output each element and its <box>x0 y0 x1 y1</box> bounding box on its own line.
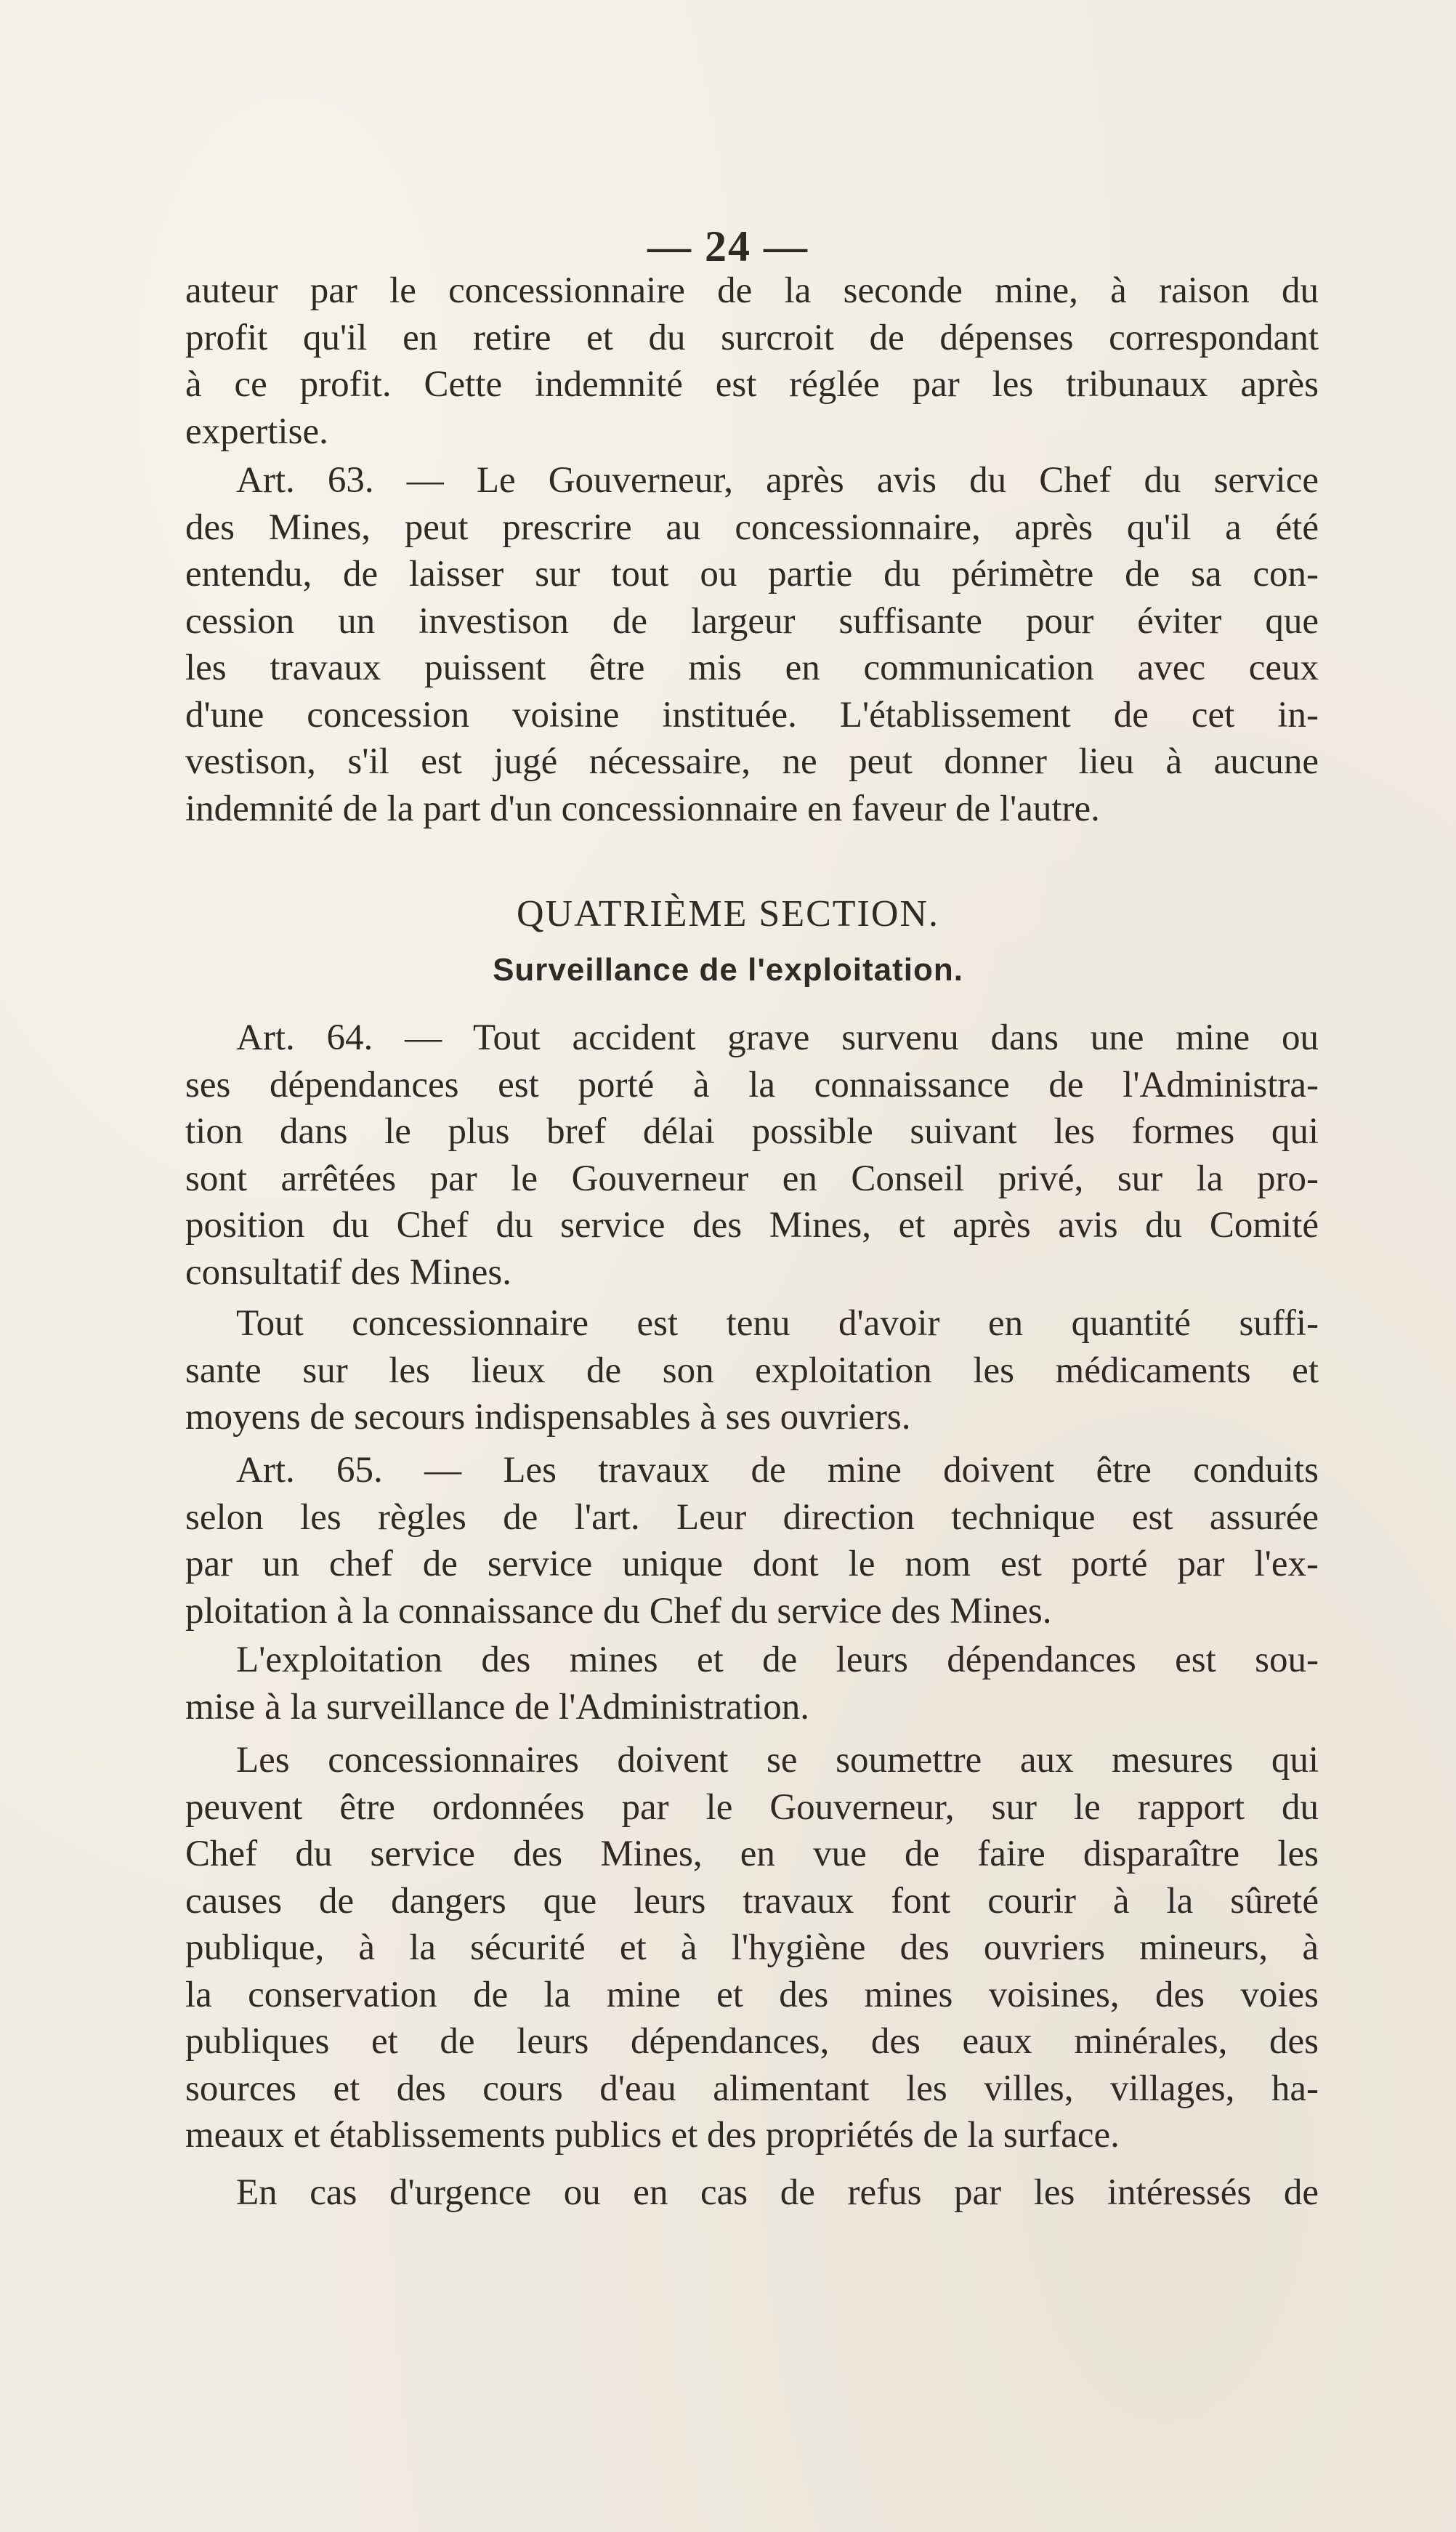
text-line: Art. 64. — Tout accident grave survenu dans une mine ou <box>236 1017 1319 1058</box>
text-line: tion dans le plus bref délai possible suivant les formes qui <box>185 1111 1319 1152</box>
text-line: cession un investison de largeur suffisante pour éviter que <box>185 600 1319 642</box>
text-line: causes de dangers que leurs travaux font courir à la sûreté <box>185 1880 1319 1922</box>
text-line: auteur par le concessionnaire de la seconde mine, à raison du <box>185 270 1319 311</box>
section-subtitle: Surveillance de l'exploitation. <box>493 952 963 988</box>
paragraph-medical-supplies <box>185 1300 1319 1441</box>
text-line: En cas d'urgence ou en cas de refus par les intéressés de <box>236 2172 1319 2213</box>
page-number: — 24 — <box>647 222 809 270</box>
text-line: expertise. <box>185 411 328 452</box>
paragraph-surveillance <box>185 1637 1319 1730</box>
text-line: moyens de secours indispensables à ses ouvriers. <box>185 1397 911 1438</box>
paragraph-art-65 <box>185 1447 1319 1634</box>
text-line: des Mines, peut prescrire au concessionnaire, après qu'il a été <box>185 507 1319 548</box>
text-line: indemnité de la part d'un concessionnaire en faveur de l'autre. <box>185 788 1100 829</box>
paragraph-continuation <box>185 267 1319 455</box>
text-line: consultatif des Mines. <box>185 1251 512 1293</box>
text-line: Art. 63. — Le Gouverneur, après avis du Chef du service <box>236 460 1319 501</box>
text-line: ses dépendances est porté à la connaissance de l'Administra- <box>185 1064 1319 1105</box>
text-line: sources et des cours d'eau alimentant les villes, villages, ha- <box>185 2068 1319 2109</box>
section-title: QUATRIÈME SECTION. <box>517 893 939 935</box>
text-line: sante sur les lieux de son exploitation les médicaments et <box>185 1350 1319 1391</box>
text-line: mise à la surveillance de l'Administration. <box>185 1686 809 1727</box>
text-line: Tout concessionnaire est tenu d'avoir en quantité suffi- <box>236 1303 1319 1344</box>
text-line: peuvent être ordonnées par le Gouverneur, sur le rapport du <box>185 1786 1319 1828</box>
text-line: les travaux puissent être mis en communication avec ceux <box>185 648 1319 688</box>
text-line: Art. 65. — Les travaux de mine doivent être conduits <box>236 1450 1319 1491</box>
text-line: publique, à la sécurité et à l'hygiène des ouvriers mineurs, à <box>185 1927 1319 1968</box>
text-line: publiques et de leurs dépendances, des eaux minérales, des <box>185 2021 1319 2062</box>
text-line: vestison, s'il est jugé nécessaire, ne peut donner lieu à aucune <box>185 741 1319 782</box>
text-line: selon les règles de l'art. Leur direction technique est assurée <box>185 1496 1319 1538</box>
text-line: sont arrêtées par le Gouverneur en Conseil privé, sur la pro- <box>185 1158 1319 1199</box>
text-line: meaux et établissements publics et des propriétés de la surface. <box>185 2115 1120 2156</box>
text-line: entendu, de laisser sur tout ou partie du périmètre de sa con- <box>185 554 1319 594</box>
text-line: la conservation de la mine et des mines voisines, des voies <box>185 1974 1319 2015</box>
text-line: L'exploitation des mines et de leurs dépendances est sou- <box>236 1640 1319 1680</box>
text-line: profit qu'il en retire et du surcroit de dépenses correspondant <box>185 317 1319 358</box>
paragraph-art-63 <box>185 457 1319 832</box>
text-line: d'une concession voisine instituée. L'établissement de cet in- <box>185 694 1319 735</box>
text-line: Chef du service des Mines, en vue de faire disparaître les <box>185 1834 1319 1874</box>
text-line: à ce profit. Cette indemnité est réglée par les tribunaux après <box>185 364 1319 405</box>
paragraph-urgency <box>185 2169 1319 2217</box>
text-line: ploitation à la connaissance du Chef du service des Mines. <box>185 1590 1052 1632</box>
paragraph-measures <box>185 1737 1319 2159</box>
text-line: position du Chef du service des Mines, et après avis du Comité <box>185 1205 1319 1246</box>
text-line: Les concessionnaires doivent se soumettre aux mesures qui <box>236 1740 1319 1781</box>
paragraph-art-64 <box>185 1015 1319 1296</box>
text-line: par un chef de service unique dont le nom est porté par l'ex- <box>185 1544 1319 1584</box>
